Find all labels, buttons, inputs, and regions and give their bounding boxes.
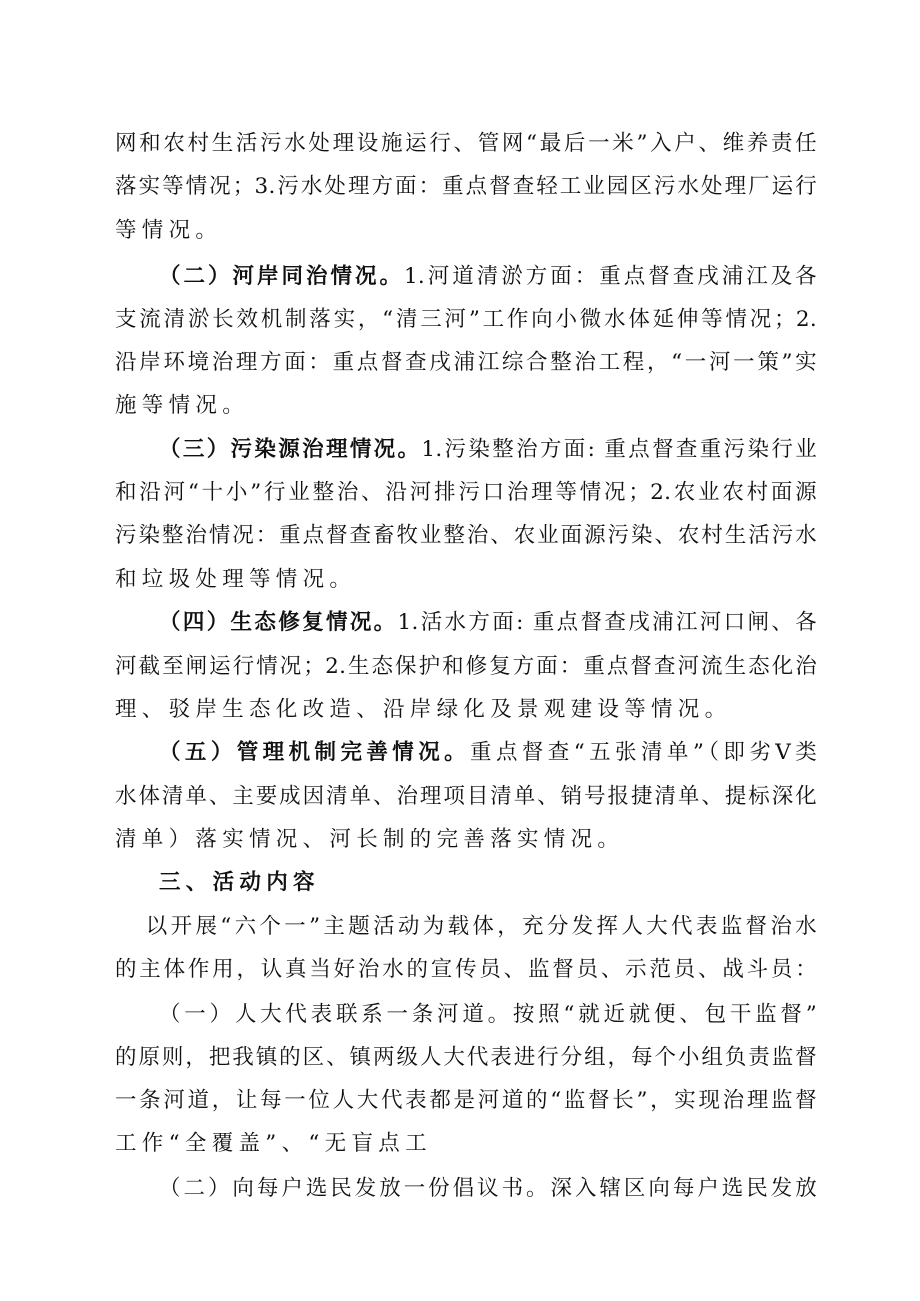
- body-text: 和沿河“十小”行业整治、沿河排污口治理等情况；2.农业农村面源: [115, 480, 817, 505]
- body-text: 重点督查“五张清单”（即劣V类: [470, 740, 817, 765]
- text-line: [159, 262, 817, 292]
- text-line: [115, 129, 817, 159]
- text-line: [115, 825, 817, 855]
- text-line: [115, 1086, 817, 1116]
- body-text: 等情况。: [115, 218, 223, 243]
- text-line: [115, 955, 817, 985]
- text-line: [159, 608, 817, 638]
- body-text: 理、驳岸生态化改造、沿岸绿化及景观建设等情况。: [115, 697, 732, 722]
- text-line: [115, 565, 817, 595]
- text-line: [159, 868, 817, 898]
- section-heading: （二）河岸同治情况。: [159, 264, 404, 289]
- body-text: 水体清单、主要成因清单、治理项目清单、销号报捷清单、提标深化: [115, 784, 817, 809]
- text-line: [146, 912, 817, 942]
- body-text: 清单）落实情况、河长制的完善落实情况。: [115, 827, 625, 852]
- text-line: [115, 216, 817, 246]
- body-text: 和垃圾处理等情况。: [115, 567, 357, 592]
- text-line: [115, 478, 817, 508]
- body-text: 一条河道，让每一位人大代表都是河道的“监督长”，实现治理监督: [115, 1088, 817, 1113]
- section-heading: （三）污染源治理情况。: [159, 437, 422, 462]
- section-heading: 三、活动内容: [159, 870, 320, 895]
- text-line: [115, 391, 817, 421]
- body-text: （一）人大代表联系一条河道。按照“就近就便、包干监督”: [159, 1002, 817, 1027]
- body-text: 网和农村生活污水处理设施运行、管网“最后一米”入户、维养责任: [115, 131, 817, 156]
- text-line: [115, 782, 817, 812]
- body-text: 1.河道清淤方面：重点督查戌浦江及各: [403, 264, 817, 289]
- text-line: [159, 1174, 817, 1204]
- text-line: [115, 172, 817, 202]
- body-text: 1.活水方面: 重点督查戌浦江河口闸、各: [397, 610, 817, 635]
- section-heading: （五）管理机制完善情况。: [159, 740, 471, 765]
- body-text: 污染整治情况：重点督查畜牧业整治、农业面源污染、农村生活污水: [115, 523, 817, 548]
- body-text: 的原则，把我镇的区、镇两级人大代表进行分组，每个小组负责监督: [115, 1045, 817, 1070]
- body-text: 以开展“六个一”主题活动为载体，充分发挥人大代表监督治水: [145, 914, 817, 939]
- body-text: 河截至闸运行情况；2.生态保护和修复方面：重点督查河流生态化治: [115, 654, 817, 679]
- body-text: （二）向每户选民发放一份倡议书。深入辖区向每户选民发放: [159, 1176, 817, 1201]
- body-text: 施等情况。: [115, 393, 250, 418]
- body-text: 支流清淤长效机制落实，“清三河”工作向小微水体延伸等情况；2.: [115, 307, 817, 332]
- text-line: [115, 1043, 817, 1073]
- text-line: [115, 695, 817, 725]
- body-text: 落实等情况；3.污水处理方面：重点督查轻工业园区污水处理厂运行: [115, 174, 817, 199]
- body-text: 工作“全覆盖”、“无盲点工: [115, 1131, 432, 1156]
- text-line: [159, 435, 817, 465]
- section-heading: （四）生态修复情况。: [159, 610, 398, 635]
- text-line: [115, 1129, 817, 1159]
- text-line: [115, 305, 817, 335]
- text-line: [115, 348, 817, 378]
- text-line: [115, 521, 817, 551]
- body-text: 1.污染整治方面: 重点督查重污染行业: [421, 437, 817, 462]
- body-text: 的主体作用，认真当好治水的宣传员、监督员、示范员、战斗员：: [115, 957, 817, 982]
- text-line: [159, 1000, 817, 1030]
- body-text: 沿岸环境治理方面：重点督查戌浦江综合整治工程，“一河一策”实: [115, 350, 817, 375]
- text-line: [159, 738, 817, 768]
- text-line: [115, 652, 817, 682]
